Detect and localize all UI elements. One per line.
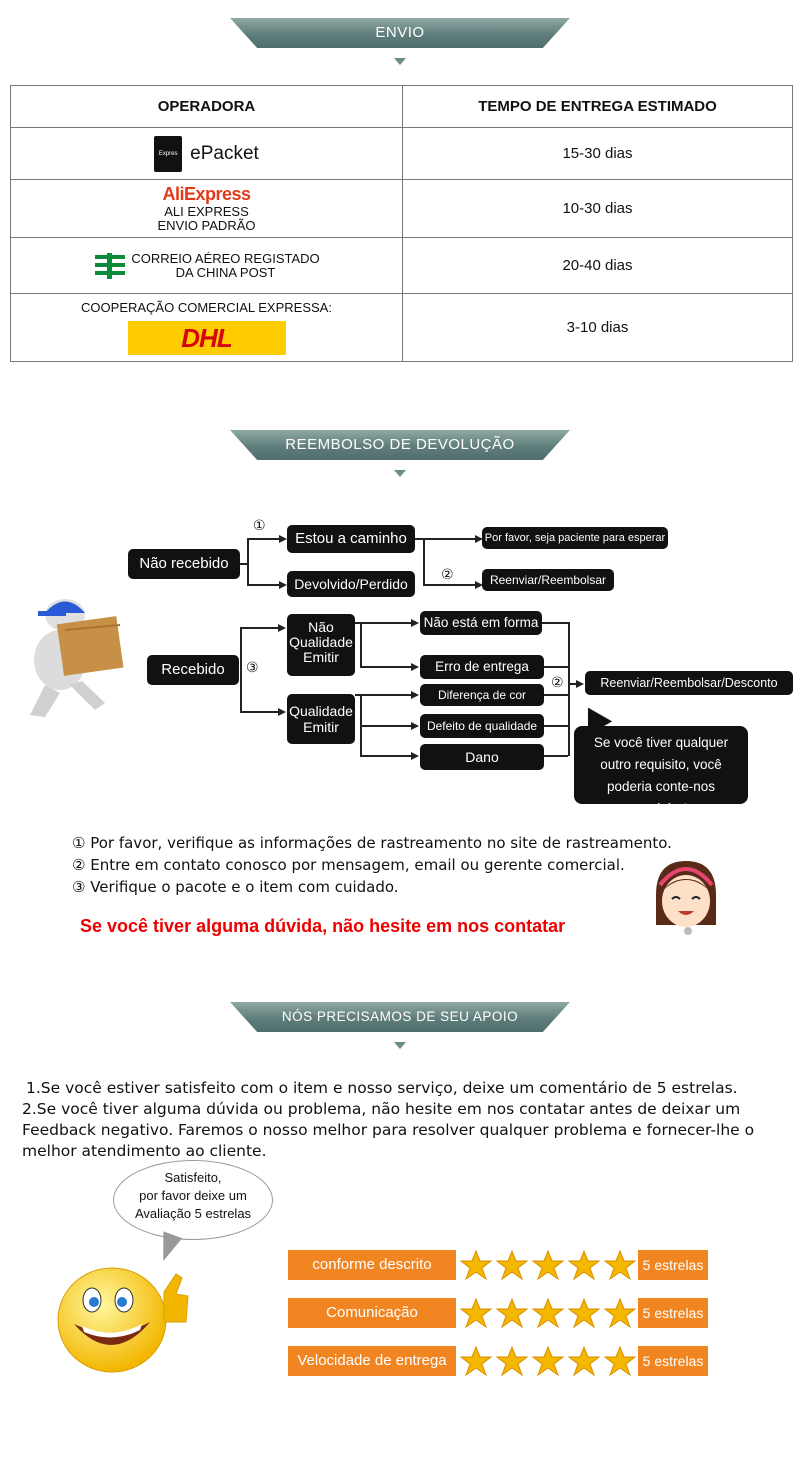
rating-value: 5 estrelas [638,1346,708,1376]
step-number-1: ① [253,518,266,534]
rating-label: conforme descrito [288,1250,456,1280]
star-icon [568,1346,600,1376]
dhl-logo: DHL [128,321,286,355]
bubble-line: Avaliação 5 estrelas [134,1206,252,1221]
carrier-line2: DA CHINA POST [175,264,276,280]
chevron-down-icon [394,1042,406,1049]
aliexpress-logo: AliExpress [162,184,251,204]
bubble-tail [154,1231,182,1264]
wrong-delivery-box: Erro de entrega [420,655,544,679]
star-group [460,1346,636,1376]
step-number-2b: ② [551,675,564,691]
star-icon [496,1298,528,1328]
rating-row [288,1298,708,1328]
star-icon [496,1346,528,1376]
carrier-line1: CORREIO AÉREO REGISTADO [131,250,320,266]
smiley-thumbs-up-icon [52,1262,197,1377]
star-icon [604,1346,636,1376]
quality-issue-box: Qualidade Emitir [287,694,355,744]
epacket-icon: Expres [154,136,182,172]
star-icon [532,1298,564,1328]
carrier-line1: COOPERAÇÃO COMERCIAL EXPRESSA: [81,299,332,315]
delivery-time: 3-10 dias [403,294,793,362]
support-paragraph-2: 2.Se você tiver alguma dúvida ou problema, não hesite em nos contatar antes de deixar um Feedback negativo. Faremos o nosso melhor para resolver qualquer problema e fornecer-lhe o melhor atendimento ao cliente. [22,1100,755,1160]
china-post-icon [93,251,127,281]
star-icon [460,1250,492,1280]
rating-label: Comunicação [288,1298,456,1328]
support-paragraph-1: 1.Se você estiver satisfeito com o item e nosso serviço, deixe um comentário de 5 estrelas. [26,1079,738,1097]
step-number-3: ③ [246,660,259,676]
other-request-box: Se você tiver qualquer outro requisito, você poderia conte-nos também! [574,726,748,804]
star-icon [568,1298,600,1328]
star-icon [460,1298,492,1328]
rating-label: Velocidade de entrega [288,1346,456,1376]
support-text [22,1078,782,1162]
chevron-down-icon [394,58,406,65]
carrier-line2: ENVIO PADRÃO [157,218,256,233]
bubble-line: Satisfeito, [164,1170,222,1185]
delivery-time: 20-40 dias [403,238,793,294]
star-group [460,1250,636,1280]
rating-row [288,1346,708,1376]
speech-bubble [113,1160,273,1240]
color-diff-box: Diferença de cor [420,684,544,706]
support-agent-illustration [650,855,722,943]
star-icon [460,1346,492,1376]
resend-refund-box: Reenviar/Reembolsar [482,569,614,591]
received-box: Recebido [147,655,239,685]
not-fit-box: Não está em forma [420,611,542,635]
delivery-time: 15-30 dias [403,128,793,180]
no-quality-issue-box: Não Qualidade Emitir [287,614,355,676]
returned-lost-box: Devolvido/Perdido [287,571,415,597]
step-number-2: ② [441,567,454,583]
table-row [11,128,793,180]
support-header [230,1002,570,1032]
delivery-time: 10-30 dias [403,180,793,238]
col-time: TEMPO DE ENTREGA ESTIMADO [403,86,793,128]
star-group [460,1298,636,1328]
on-the-way-box: Estou a caminho [287,525,415,553]
note-item: ③ Verifique o pacote e o item com cuidado. [72,878,399,896]
table-row [11,180,793,238]
carrier-name: ePacket [190,142,259,164]
rating-row [288,1250,708,1280]
star-icon [568,1250,600,1280]
note-item: ① Por favor, verifique as informações de rastreamento no site de rastreamento. [72,834,672,852]
table-row [11,238,793,294]
col-carrier: OPERADORA [11,86,403,128]
returns-header [230,430,570,460]
star-icon [604,1298,636,1328]
resend-refund-discount-box: Reenviar/Reembolsar/Desconto [585,671,793,695]
shipping-table [10,85,793,362]
be-patient-box: Por favor, seja paciente para esperar [482,527,668,549]
returns-header-text: REEMBOLSO DE DEVOLUÇÃO [285,436,515,453]
rating-value: 5 estrelas [638,1250,708,1280]
bubble-line: por favor deixe um [139,1188,247,1203]
damage-box: Dano [420,744,544,770]
table-row [11,294,793,362]
star-icon [604,1250,636,1280]
chevron-down-icon [394,470,406,477]
quality-defect-box: Defeito de qualidade [420,714,544,738]
carrier-line1: ALI EXPRESS [164,204,249,219]
rating-value: 5 estrelas [638,1298,708,1328]
note-item: ② Entre em contato conosco por mensagem, email ou gerente comercial. [72,856,625,874]
contact-call-to-action: Se você tiver alguma dúvida, não hesite em nos contatar [80,916,566,936]
shipping-header [230,18,570,48]
star-icon [532,1250,564,1280]
support-header-text: NÓS PRECISAMOS DE SEU APOIO [281,1009,519,1024]
delivery-man-illustration [10,585,135,725]
not-received-box: Não recebido [128,549,240,579]
notes-list [72,832,672,898]
shipping-header-text: ENVIO [375,24,425,41]
star-icon [496,1250,528,1280]
star-icon [532,1346,564,1376]
